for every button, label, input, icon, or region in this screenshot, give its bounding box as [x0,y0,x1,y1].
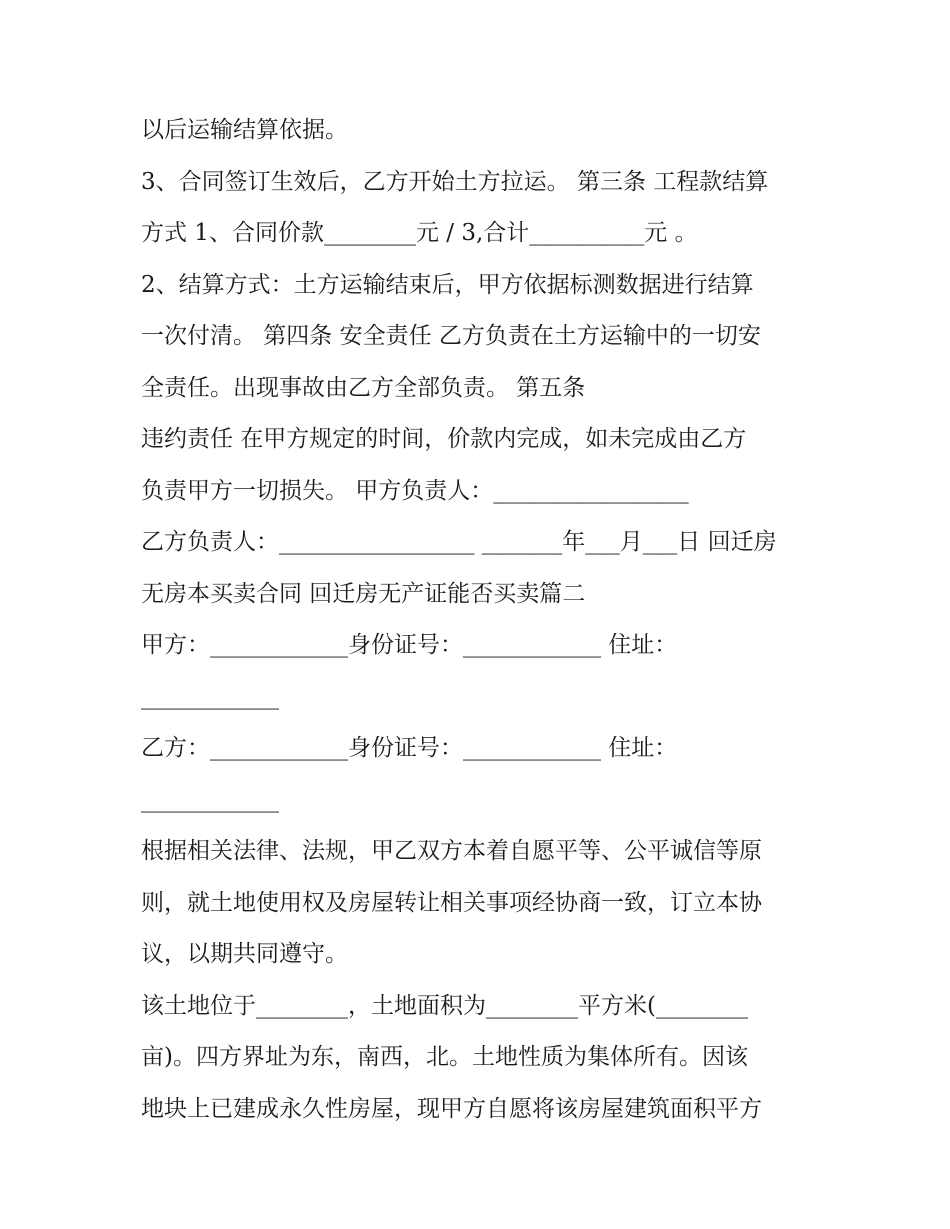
text-line: 乙方：____________身份证号：____________ 住址： [141,735,678,761]
text-line: 全责任。出现事故由乙方全部负责。 第五条 [141,374,586,401]
text-line: 违约责任 在甲方规定的时间，价款内完成，如未完成由乙方 [141,426,747,452]
text-line: 亩)。四方界址为东，南西，北。土地性质为集体所有。因该 [141,1044,748,1070]
text-line: 该土地位于________，土地面积为________平方米(________ [141,992,748,1019]
text-line: ____________ [141,683,279,710]
text-line: 根据相关法律、法规，甲乙双方本着自愿平等、公平诚信等原 [141,838,762,864]
text-line: 方式 1、合同价款________元 / 3,合计__________元 。 [141,220,698,246]
text-line: 以后运输结算依据。 [141,117,348,143]
text-line: 乙方负责人：_________________ _______年___月___日 回迁房 [141,529,777,555]
text-line: 2、结算方式：土方运输结束后，甲方依据标测数据进行结算 [141,271,754,298]
text-line: 负责甲方一切损失。 甲方负责人：_________________ [141,477,689,504]
text-line: 无房本买卖合同 回迁房无产证能否买卖篇二 [141,580,586,607]
text-line: 则，就土地使用权及房屋转让相关事项经协商一致，订立本协 [141,889,762,916]
document-body [141,105,821,1135]
text-line: ____________ [141,786,279,813]
text-line: 议，以期共同遵守。 [141,941,348,967]
text-line: 甲方：____________身份证号：____________ 住址： [141,632,678,658]
text-line: 3、合同签订生效后，乙方开始土方拉运。 第三条 工程款结算 [141,168,769,195]
text-line: 一次付清。 第四条 安全责任 乙方负责在土方运输中的一切安 [141,323,761,349]
text-line: 地块上已建成永久性房屋，现甲方自愿将该房屋建筑面积平方 [141,1095,762,1122]
